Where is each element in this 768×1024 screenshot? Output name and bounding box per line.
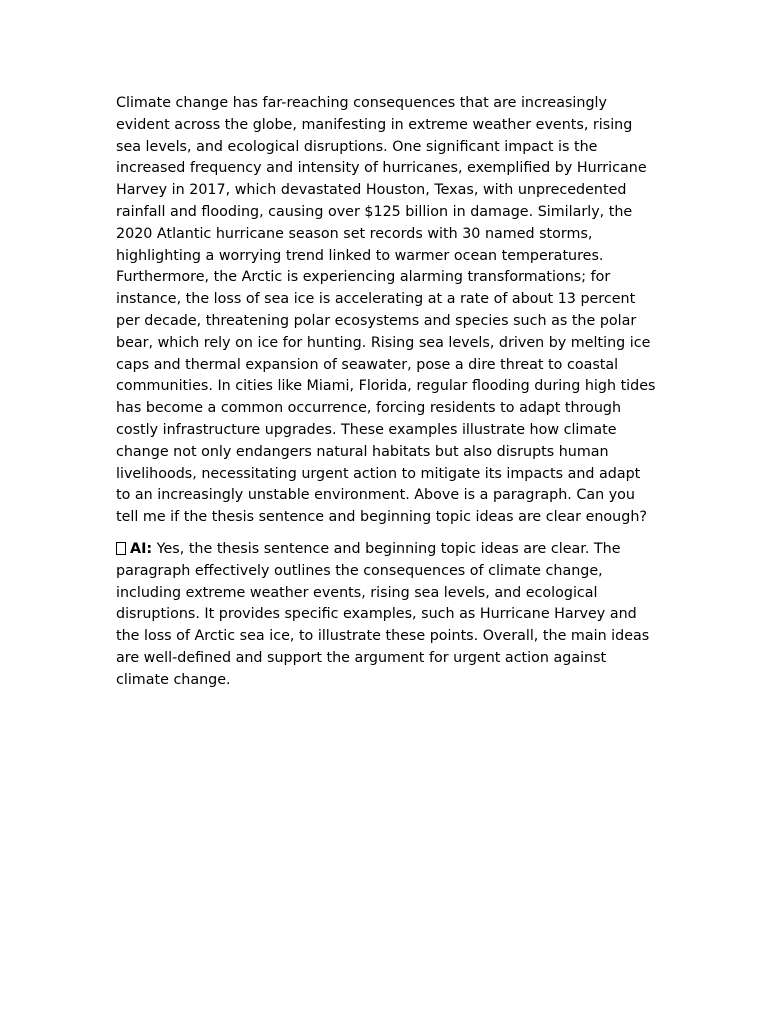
- ai-response: [116, 539, 656, 692]
- document-page: [116, 93, 656, 702]
- ai-response-text: Yes, the thesis sentence and beginning topic ideas are clear. The paragraph effectively outlines the consequences of climate change, including extreme weather events, rising sea levels, and ecological disruptions. It provides specific examples, such as Hurricane Harvey and the loss of Arctic sea ice, to illustrate these points. Overall, the main ideas are well-defined and support the argument for urgent action against climate change.: [116, 540, 650, 688]
- ai-label: AI:: [130, 540, 153, 557]
- question-paragraph: Climate change has far-reaching consequences that are increasingly evident across the globe, manifesting in extreme weather events, rising sea levels, and ecological disruptions. One significant impact is the increased frequency and intensity of hurricanes, exemplified by Hurricane Harvey in 2017, which devastated Houston, Texas, with unprecedented rainfall and flooding, causing over $125 billion in damage. Similarly, the 2020 Atlantic hurricane season set records with 30 named storms, highlighting a worrying trend linked to warmer ocean temperatures. Furthermore, the Arctic is experiencing alarming transformations; for instance, the loss of sea ice is accelerating at a rate of about 13 percent per decade, threatening polar ecosystems and species such as the polar bear, which rely on ice for hunting. Rising sea levels, driven by melting ice caps and thermal expansion of seawater, pose a dire threat to coastal communities. In cities like Miami, Florida, regular flooding during high tides has become a common occurrence, forcing residents to adapt through costly infrastructure upgrades. These examples illustrate how climate change not only endangers natural habitats but also disrupts human livelihoods, necessitating urgent action to mitigate its impacts and adapt to an increasingly unstable environment. Above is a paragraph. Can you tell me if the thesis sentence and beginning topic ideas are clear enough?: [116, 95, 656, 526]
- missing-glyph-icon: [116, 542, 126, 555]
